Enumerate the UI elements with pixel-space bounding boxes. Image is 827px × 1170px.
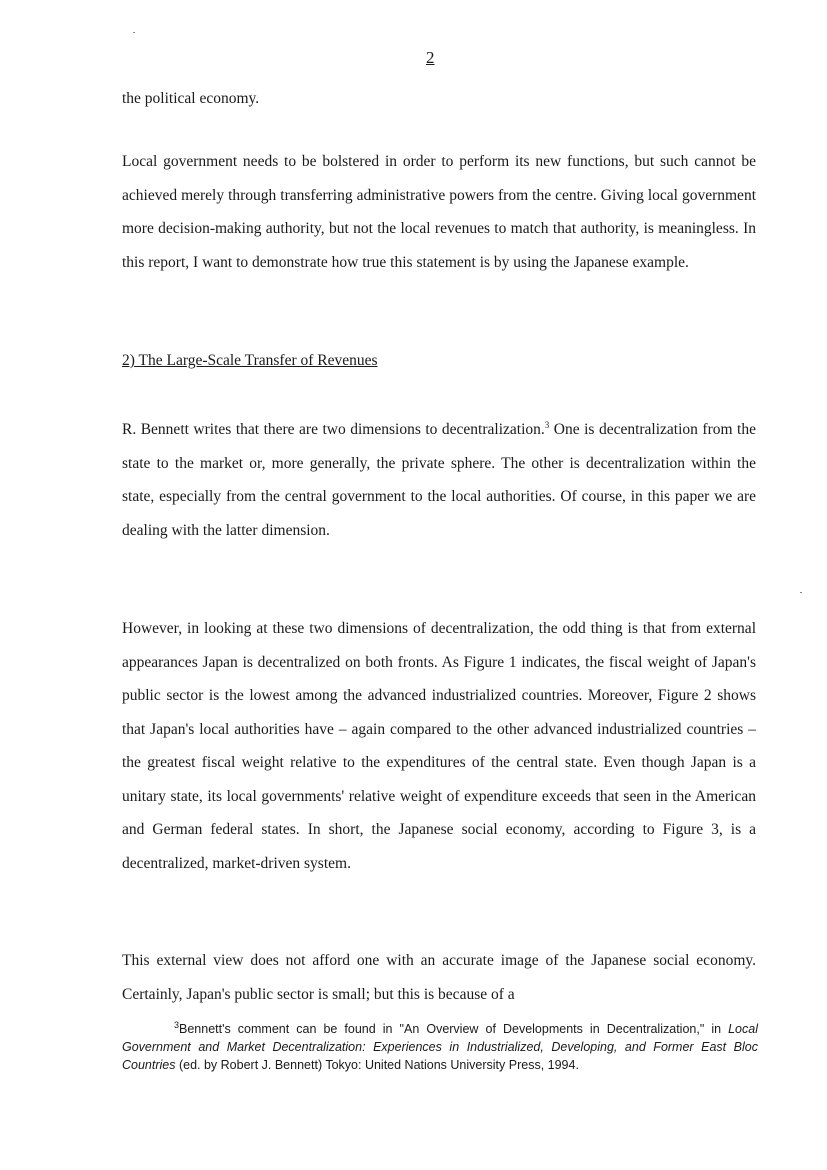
page-number: 2 [426, 48, 435, 67]
footnote [122, 1020, 758, 1074]
paragraph-bennett [122, 413, 756, 547]
paragraph-external-view: This external view does not afford one with an accurate image of the Japanese social economy. Certainly, Japan's public sector is small; but this is because of a [122, 952, 756, 1003]
paragraph-local-government: Local government needs to be bolstered in order to perform its new functions, but such cannot be achieved merely through transferring administrative powers from the centre. Giving local government more decision-making authority, but not the local revenues to match that authority, is meaningless. In this report, I want to demonstrate how true this statement is by using the Japanese example. [122, 153, 756, 271]
paragraph-bennett-text-b: One is decentralization from the state to the market or, more generally, the private sphere. The other is decentralization within the state, especially from the central government to the local authorities. Of course, in this paper we are dealing with the latter dimension. [122, 421, 756, 539]
footnote-text-a: Bennett's comment can be found in "An Overview of Developments in Decentralization," in [179, 1022, 729, 1036]
paragraph-bennett-text-a: R. Bennett writes that there are two dimensions to decentralization. [122, 421, 545, 438]
section-heading: 2) The Large-Scale Transfer of Revenues [122, 352, 378, 369]
paragraph-continuation: the political economy. [122, 90, 260, 107]
scan-speck [133, 32, 135, 33]
scan-speck [800, 592, 802, 593]
paragraph-two-dimensions: However, in looking at these two dimensions of decentralization, the odd thing is that from external appearances Japan is decentralized on both fronts. As Figure 1 indicates, the fiscal weight of Japan's public sector is the lowest among the advanced industrialized countries. Moreover, Figure 2 shows that Japan's local authorities have – again compared to the other advanced industrialized countries – the greatest fiscal weight relative to the expenditures of the central state. Even though Japan is a unitary state, its local governments' relative weight of expenditure exceeds that seen in the American and German federal states. In short, the Japanese social economy, according to Figure 3, is a decentralized, market-driven system. [122, 620, 756, 872]
footnote-reference: 3 [544, 419, 550, 430]
footnote-text-b: (ed. by Robert J. Bennett) Tokyo: United Nations University Press, 1994. [175, 1058, 579, 1072]
footnote-marker: 3 [174, 1019, 180, 1030]
footnote-book-title: Local Government and Market Decentralization: Experiences in Industrialized, Developing, and Former East Bloc Countries [122, 1022, 758, 1072]
